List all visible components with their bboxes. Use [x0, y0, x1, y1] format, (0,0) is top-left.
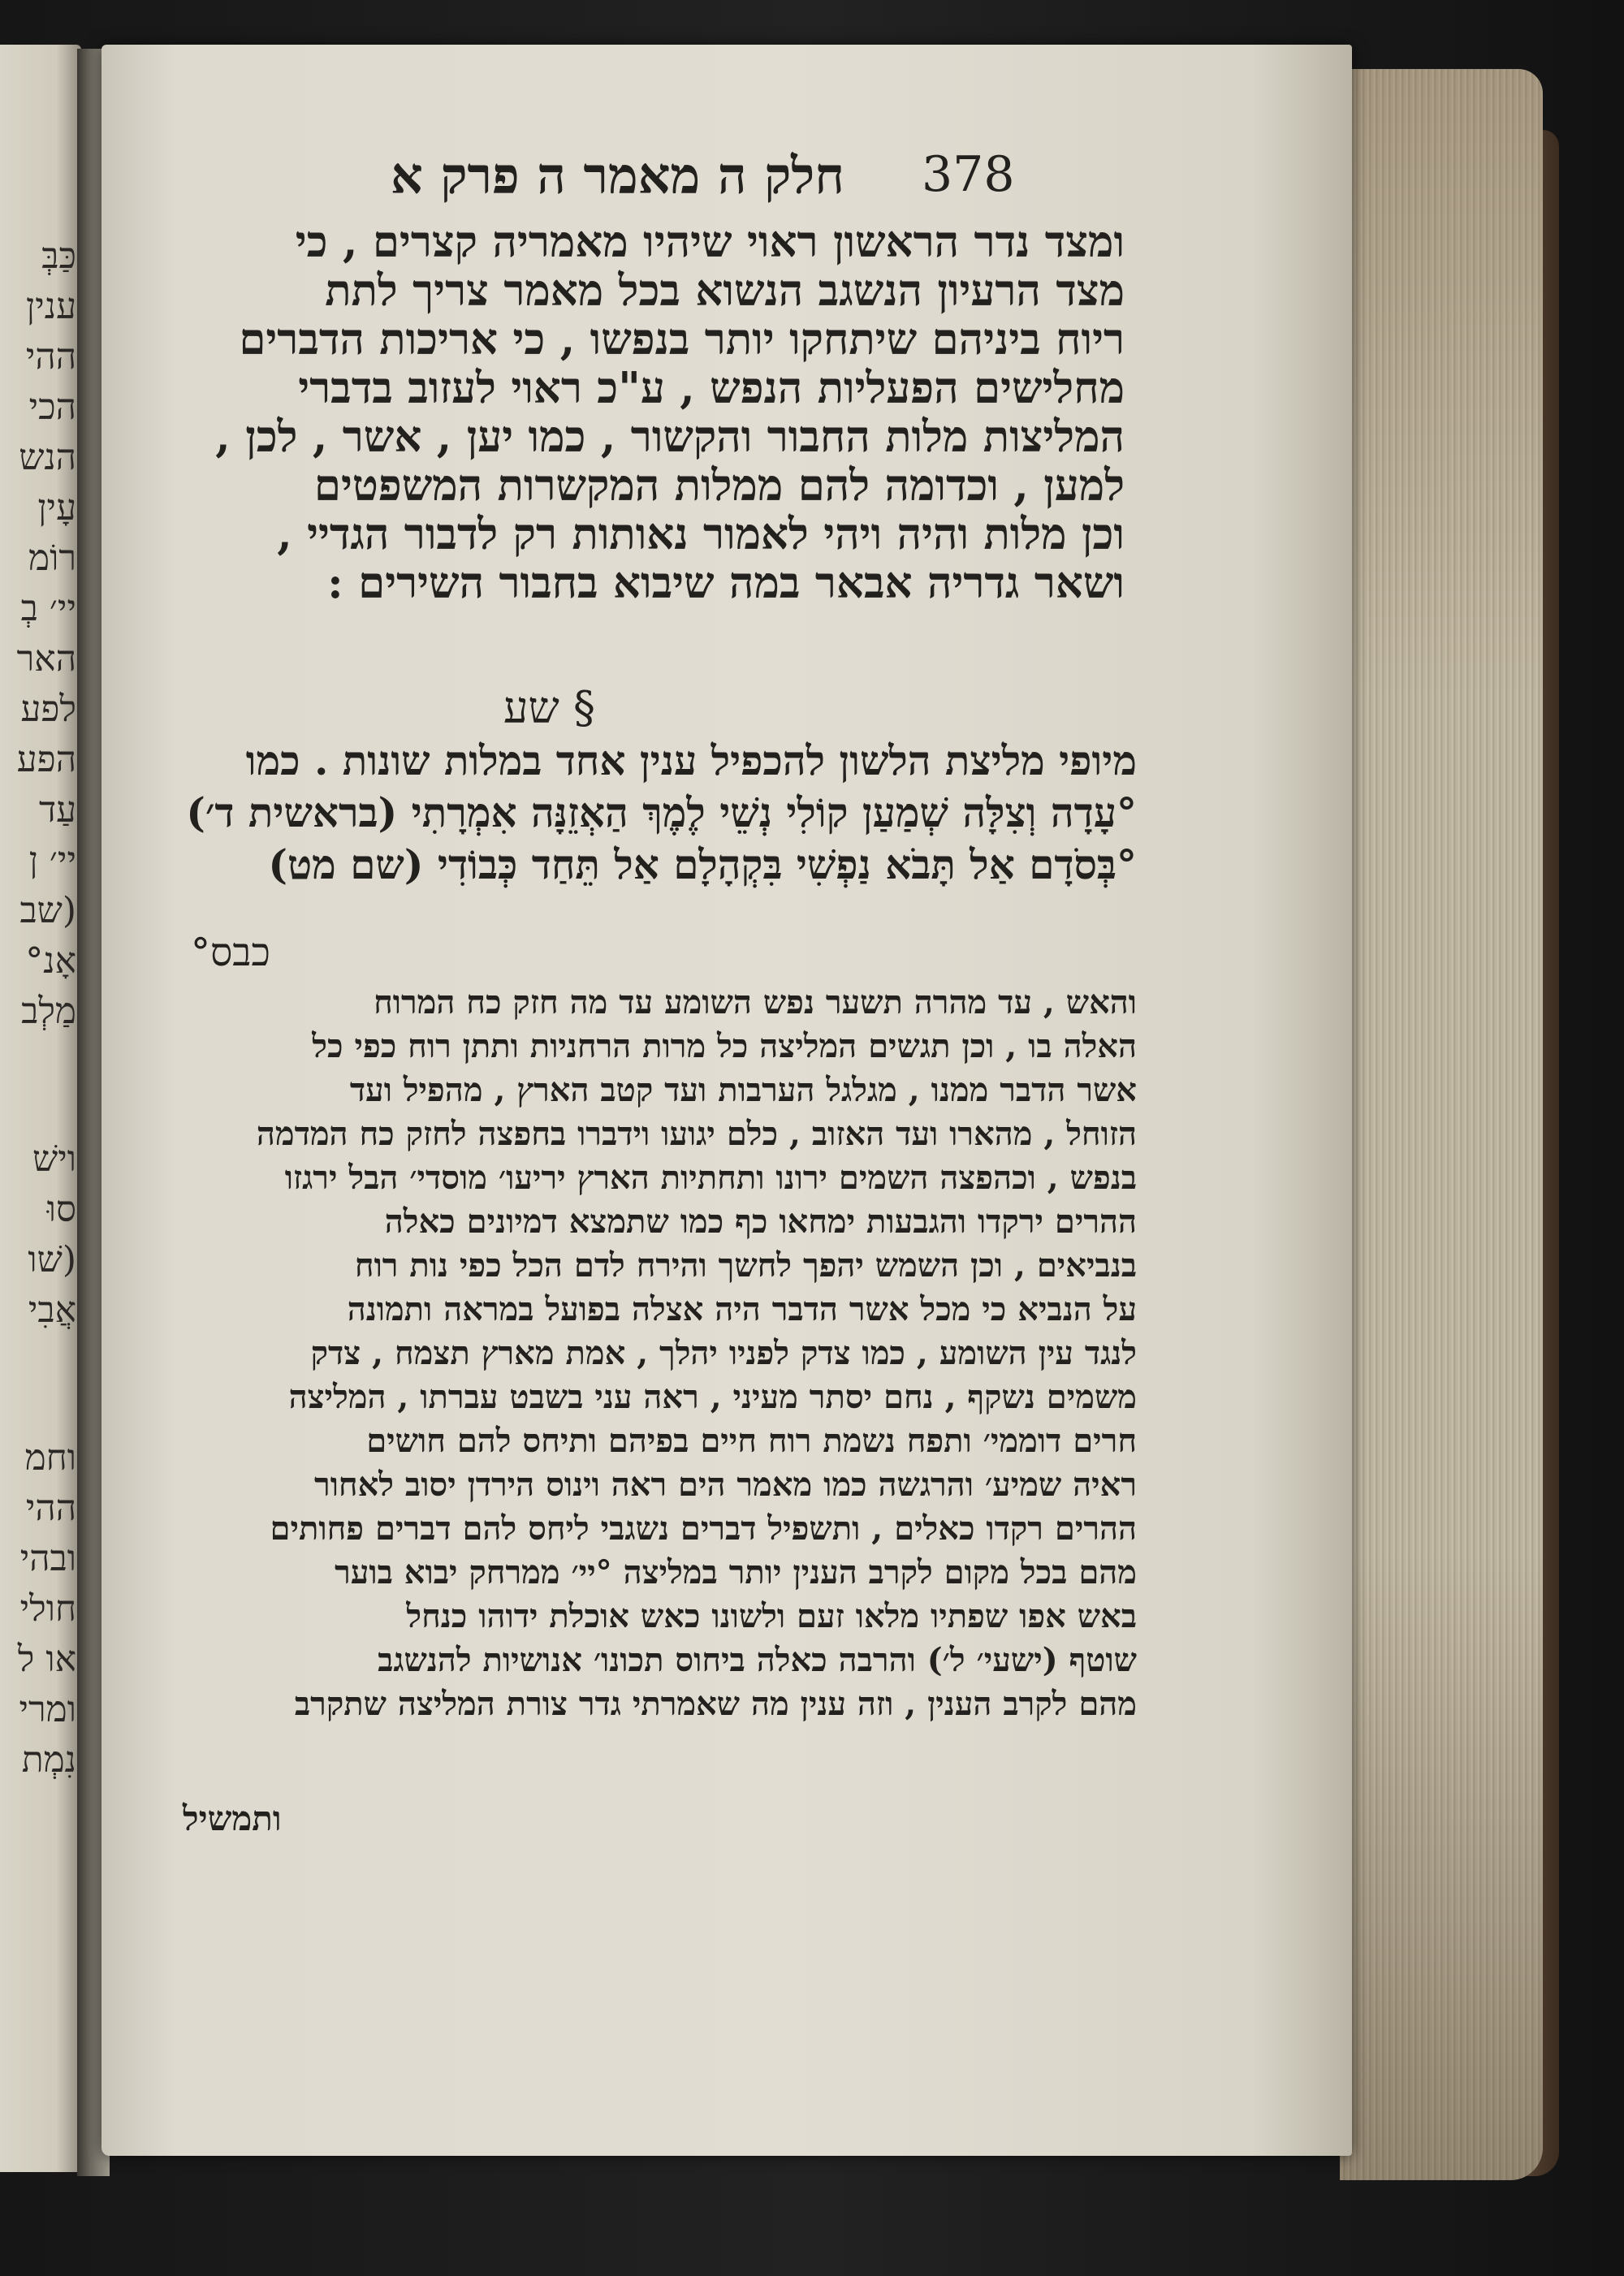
left-page-fragment: עַד	[38, 789, 76, 831]
text-line: בנפש , וכהפצה השמים ירונו ותחתיות הארץ יריעו׳ מוסדי׳ הבל ירגזו	[284, 1159, 1137, 1197]
paragraph-2	[114, 735, 1137, 891]
catchword: כבס°	[191, 930, 270, 975]
left-page-fragment: הכי	[28, 387, 76, 428]
left-page-text	[0, 231, 76, 1786]
text-line: מחלישים הפעליות הנפש , ע"כ ראוי לעזוב בדברי	[298, 364, 1125, 412]
text-line: ההרים ירקדו והגבעות ימחאו כף כמו שתמצא דמיונים כאלה	[384, 1203, 1137, 1241]
catchword: ותמשיל	[183, 1799, 282, 1838]
text-line: °בְּסֹדָם אַל תָּבֹא נַפְשִׁי בִּקְהָלָם אַל תֵּחַד כְּבוֹדִי (שם מט)	[268, 840, 1137, 888]
left-page-fragment: כַּבְּ	[41, 235, 76, 277]
left-page-fragment: ההי	[25, 336, 76, 378]
text-line: ריוח ביניהם שיתחקו יותר בנפשו , כי אריכות הדברים	[239, 315, 1125, 364]
left-page-fragment: ומרי	[19, 1689, 76, 1730]
left-page-fragment: ההי	[25, 1488, 76, 1529]
text-line: למען , וכדומה להם ממלות המקשרות המשפטים	[313, 461, 1125, 510]
left-page-fragment: וישׁ	[32, 1138, 76, 1180]
running-head: חלק ה מאמר ה פרק א	[390, 146, 844, 205]
left-page-fragment: נִמְת	[21, 1739, 76, 1781]
left-page-fragment: אֲבִי	[28, 1289, 76, 1331]
page-fore-edge	[1340, 69, 1543, 2180]
text-line: מהם לקרב הענין , וזה ענין מה שאמרתי גדר צורת המליצה שתקרב	[294, 1685, 1137, 1723]
left-facing-page	[0, 45, 81, 2172]
left-page-fragment: חולי	[19, 1588, 76, 1630]
left-page-fragment: ענין	[26, 286, 76, 327]
text-line: על הנביא כי מכל אשר הדבר היה אצלה בפועל במראה ותמונה	[347, 1290, 1137, 1328]
left-page-fragment: וחמ	[24, 1437, 76, 1479]
left-page-fragment: יי׳ ן	[28, 840, 76, 881]
text-line: אשר הדבר ממנו , מגלגל הערבות ועד קטב הארץ , מהפיל ועד	[349, 1071, 1137, 1109]
text-line: בנביאים , וכן השמש יהפך לחשך והירח לדם הכל כפי נות רוח	[354, 1246, 1137, 1285]
left-page-fragment: עָין	[37, 487, 76, 529]
text-line: מיופי מליצת הלשון להכפיל ענין אחד במלות שונות . כמו	[245, 736, 1137, 784]
text-line: שוטף (ישעי׳ ל׳) והרבה כאלה ביחוס תכונו׳ אנושיות להנשגב	[378, 1641, 1137, 1679]
paragraph-1	[114, 218, 1125, 607]
section-mark: § שע	[503, 682, 595, 733]
left-page-fragment: (שׁו	[28, 1239, 76, 1281]
text-line: משמים נשקף , נחם יסתר מעיני , ראה עני בשבט עברתו , המליצה	[288, 1378, 1137, 1416]
left-page-fragment: ובהי	[19, 1538, 76, 1579]
text-line: המליצות מלות החבור והקשור , כמו יען , אשר , לכן ,	[215, 412, 1125, 461]
text-line: מצד הרעיון הנשגב הנשוא בכל מאמר צריך לתת	[325, 266, 1125, 315]
text-line: האלה בו , וכן תגשים המליצה כל מרות הרחניות ותתן רוח כפי כל	[312, 1027, 1137, 1065]
text-line: ראיה שמיע׳ והרגשה כמו מאמר הים ראה וינוס הירדן יסוב לאחור	[314, 1466, 1137, 1504]
page-number: 378	[922, 146, 1015, 203]
left-page-fragment: או ל	[17, 1639, 76, 1680]
text-line: והאש , עד מהרה תשער נפש השומע עד מה חזק כח המרוח	[374, 983, 1137, 1021]
page-header	[382, 146, 1194, 227]
text-line: ומצד נדר הראשון ראוי שיהיו מאמריה קצרים , כי	[295, 218, 1125, 266]
left-page-fragment: הפע	[16, 739, 76, 780]
left-page-fragment: לפע	[20, 689, 76, 730]
left-page-fragment: הנש	[19, 437, 76, 478]
text-line: מהם בכל מקום לקרב הענין יותר במליצה °יי׳ ממרחק יבוא בוער	[335, 1553, 1137, 1591]
text-line: חרים דוממי׳ ותפח נשמת רוח חיים בפיהם ותיחס להם חושים	[366, 1422, 1137, 1460]
left-page-fragment: אָנ°	[25, 940, 76, 982]
left-page-fragment: סוּ	[46, 1189, 76, 1230]
text-line: °עָדָה וְצִלָּה שְׁמַעַן קוֹלִי נְשֵׁי לֶמֶךְ הַאְזֵנָּה אִמְרָתִי (בראשית ד׳)	[186, 788, 1137, 836]
text-line: הזוחל , מהארו ועד האזוב , כלם יגועו וידברו בחפצה לחזק כח המדמה	[256, 1115, 1137, 1153]
left-page-fragment: יי׳ בְ	[20, 588, 76, 629]
text-line: ההרים רקדו כאלים , ותשפיל דברים נשגבי ליחס להם דברים פחותים	[270, 1509, 1137, 1548]
left-page-fragment: מַלְב	[21, 991, 76, 1032]
text-line: וכן מלות והיה ויהי לאמור נאותות רק לדבור הגדיי ,	[277, 510, 1125, 559]
text-line: ושאר גדריה אבאר במה שיבוא בחבור השירים :	[327, 559, 1125, 607]
left-page-fragment: האר	[16, 638, 76, 680]
left-page-fragment: רוֹמ	[28, 538, 76, 579]
text-line: באש אפו שפתיו מלאו זעם ולשונו כאש אוכלת ידוהו כנחל	[406, 1597, 1137, 1635]
left-page-fragment: (שב	[19, 890, 76, 931]
paragraph-3	[106, 981, 1137, 1726]
text-line: לנגד עין השומע , כמו צדק לפניו יהלך , אמת מארץ תצמח , צדק	[310, 1334, 1137, 1372]
